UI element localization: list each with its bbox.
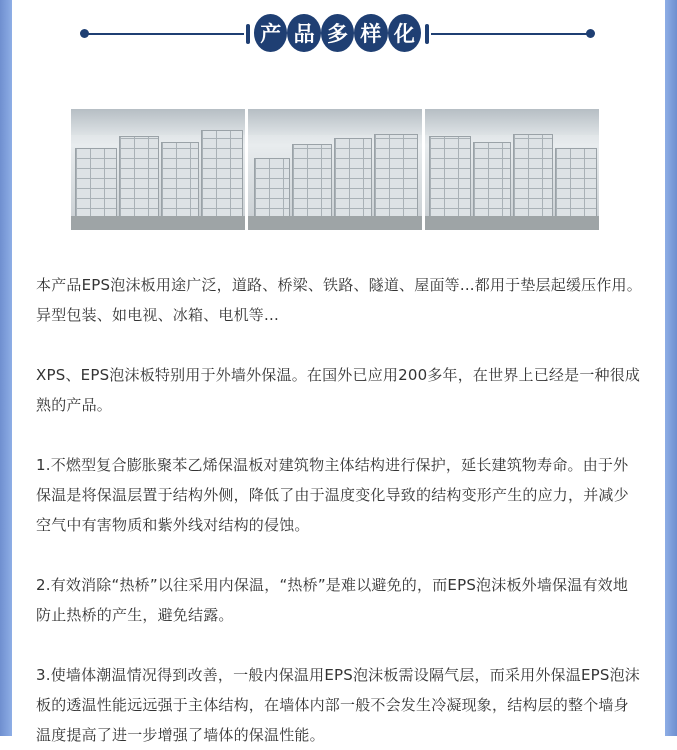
article-content <box>36 270 642 750</box>
header-bracket-left <box>246 24 250 44</box>
paragraph-point-3: 3.使墙体潮温情况得到改善，一般内保温用EPS泡沫板需设隔气层，而采用外保温EPS泡沫板的透温性能远远强于主体结构，在墙体内部一般不会发生冷凝现象，结构层的整个墙身温度提高了进一步增强了墙体的保温性能。 <box>36 666 641 744</box>
section-title <box>254 14 421 54</box>
title-char-1: 产 <box>254 14 287 52</box>
header-line-right <box>431 33 589 35</box>
paragraph-point-2: 2.有效消除“热桥”以往采用内保温，“热桥”是难以避免的，而EPS泡沫板外墙保温有效地防止热桥的产生，避免结露。 <box>36 576 629 624</box>
header-dot-right <box>586 29 595 38</box>
paragraph-xps-eps: XPS、EPS泡沫板特别用于外墙外保温。在国外已应用200多年，在世界上已经是一种很成熟的产品。 <box>36 366 641 414</box>
right-frame-border <box>665 0 677 736</box>
paragraph-usage: 本产品EPS泡沫板用途广泛，道路、桥梁、铁路、隧道、屋面等...都用于垫层起缓压作用。异型包装、如电视、冰箱、电机等... <box>36 276 642 324</box>
warehouse-photo-1 <box>71 109 248 230</box>
warehouse-photo-2 <box>248 109 425 230</box>
title-char-3: 多 <box>321 14 354 52</box>
title-char-4: 样 <box>354 14 387 52</box>
section-header <box>80 6 595 60</box>
title-char-2: 品 <box>287 14 320 52</box>
warehouse-photo-3 <box>425 109 599 230</box>
title-char-5: 化 <box>388 14 421 52</box>
left-frame-border <box>0 0 12 736</box>
header-line-left <box>86 33 244 35</box>
paragraph-point-1: 1.不燃型复合膨胀聚苯乙烯保温板对建筑物主体结构进行保护，延长建筑物寿命。由于外保温是将保温层置于结构外侧，降低了由于温度变化导致的结构变形产生的应力，并减少空气中有害物质和紫外线对结构的侵蚀。 <box>36 456 629 534</box>
product-photo-strip <box>71 109 599 230</box>
header-bracket-right <box>425 24 429 44</box>
